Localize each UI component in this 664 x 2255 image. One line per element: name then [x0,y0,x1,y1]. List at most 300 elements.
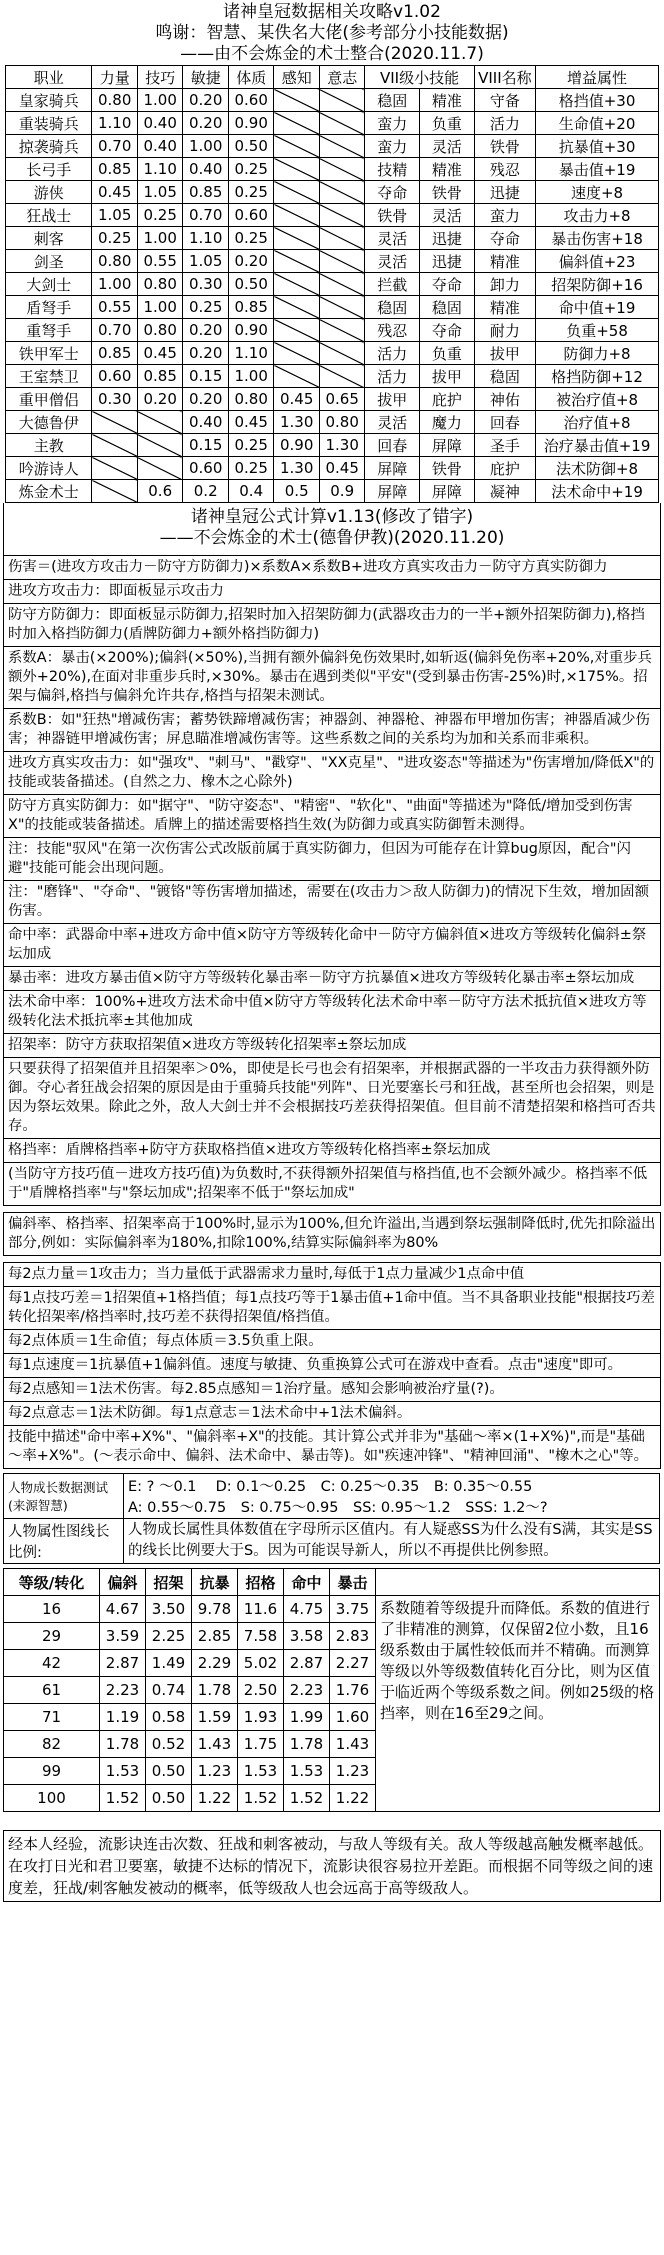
coef-cell: 2.83 [330,1623,376,1650]
job-cell: 回春 [474,411,535,434]
job-name: 重弩手 [6,319,92,342]
job-cell: 被治疗值+8 [536,388,659,411]
formula-section: 每1点技巧差＝1招架值+1格挡值；每1点技巧等于1暴击值+1命中值。当不具备职业技能"根据技巧差转化招架率/格挡率时,技巧差不获得招架值/格挡值。 [3,1287,661,1330]
job-cell: 灵活 [420,135,475,158]
coef-cell: 1.43 [192,1731,238,1758]
conversion-col-header: 抗暴 [192,1569,238,1596]
page-title: 诸神皇冠数据相关攻略v1.02 [223,2,441,22]
job-cell: 精准 [474,250,535,273]
job-cell: 0.85 [183,181,229,204]
job-cell: 0.4 [228,480,274,503]
job-cell: 负重 [420,342,475,365]
job-cell: 0.60 [92,365,138,388]
job-cell: 抗暴值+30 [536,135,659,158]
job-col-header: 敏捷 [183,66,229,89]
coef-cell: 1.23 [192,1758,238,1785]
empty-cell [319,296,365,319]
job-name: 主教 [6,434,92,457]
job-cell: 守备 [474,89,535,112]
growth-table [3,1473,660,1564]
job-cell: 1.00 [92,273,138,296]
coef-cell: 4.67 [100,1596,146,1623]
job-cell: 1.05 [137,181,183,204]
job-row [6,112,659,135]
job-cell: 0.80 [137,273,183,296]
job-cell: 1.00 [228,365,274,388]
job-table [5,65,659,503]
job-name: 掠袭骑兵 [6,135,92,158]
conversion-col-header: 偏斜 [100,1569,146,1596]
thanks-line: 鸣谢：智慧、某佚名大佬(参考部分小技能数据) [155,23,509,43]
coef-cell: 0.52 [146,1731,192,1758]
job-cell: 招架防御+16 [536,273,659,296]
job-name: 刺客 [6,227,92,250]
job-cell: 精准 [420,89,475,112]
job-cell: 活力 [474,112,535,135]
chart-label: 人物属性图线长比例: [4,1519,124,1564]
job-cell: 0.20 [183,319,229,342]
job-cell: 0.45 [228,411,274,434]
job-row [6,296,659,319]
empty-cell [274,250,320,273]
job-cell: 0.85 [92,158,138,181]
empty-cell [274,273,320,296]
level-cell: 99 [4,1758,100,1785]
empty-cell [137,457,183,480]
job-cell: 1.10 [137,158,183,181]
job-cell: 蛮力 [474,204,535,227]
coef-cell: 0.58 [146,1704,192,1731]
conversion-note-header [376,1569,660,1596]
job-row [6,227,659,250]
coef-cell: 1.78 [192,1677,238,1704]
grade-ranges [124,1474,660,1519]
footer-note: 经本人经验，流影诀连击次数、狂战和刺客被动，与敌人等级有关。敌人等级越高触发概率越低。在攻打日光和君卫要塞，敏捷不达标的情况下，流影诀很容易拉开差距。而根据不同等级之间的速度差，狂战/刺客触发被动的概率，低等级敌人也会远高于高等级敌人。 [3,1830,661,1902]
formula-section: 注："磨锋"、"夺命"、"镀铬"等伤害增加描述，需要在(攻击力＞敌人防御力)的情况下生效，增加固额伤害。 [3,881,661,924]
job-row [6,480,659,503]
job-cell: 稳固 [365,296,420,319]
job-row [6,273,659,296]
job-cell: 0.15 [183,434,229,457]
formula-section: 系数B：如"狂热"增减伤害；蓄势铁蹄增减伤害；神器剑、神器枪、神器布甲增加伤害；神器盾减少伤害；神器链甲增减伤害；屏息瞄准增减伤害等。这些系数之间的关系均为加和关系而非乘积。 [3,709,661,752]
level-cell: 71 [4,1704,100,1731]
job-cell: 暴击值+19 [536,158,659,181]
coef-cell: 2.87 [284,1650,330,1677]
empty-cell [92,411,138,434]
job-cell: 夺命 [365,181,420,204]
empty-cell [319,273,365,296]
job-row [6,181,659,204]
job-cell: 灵活 [365,250,420,273]
job-cell: 0.60 [183,457,229,480]
empty-cell [319,342,365,365]
coef-cell: 1.53 [284,1758,330,1785]
conversion-col-header: 命中 [284,1569,330,1596]
coef-cell: 1.23 [330,1758,376,1785]
job-cell: 拔甲 [420,365,475,388]
job-cell: 技精 [365,158,420,181]
formula-section: 每2点体质＝1生命值；每点体质＝3.5负重上限。 [3,1330,661,1354]
job-cell: 1.00 [137,296,183,319]
job-cell: 迅捷 [420,250,475,273]
job-cell: 0.45 [274,388,320,411]
job-cell: 0.80 [92,89,138,112]
empty-cell [274,89,320,112]
coef-cell: 2.23 [100,1677,146,1704]
job-cell: 负重+58 [536,319,659,342]
job-cell: 拔甲 [474,342,535,365]
job-name: 重甲僧侣 [6,388,92,411]
job-cell: 庇护 [474,457,535,480]
job-cell: 屏障 [420,480,475,503]
job-row [6,204,659,227]
job-cell: 庇护 [420,388,475,411]
job-cell: 0.25 [228,158,274,181]
job-cell: 0.2 [183,480,229,503]
job-cell: 铁骨 [365,204,420,227]
job-cell: 0.90 [228,112,274,135]
empty-cell [274,227,320,250]
formula-section: 每1点速度＝1抗暴值+1偏斜值。速度与敏捷、负重换算公式可在游戏中查看。点击"速度"即可。 [3,1354,661,1378]
job-cell: 0.90 [274,434,320,457]
conversion-col-header: 招格 [238,1569,284,1596]
job-cell: 残忍 [365,319,420,342]
empty-cell [274,181,320,204]
job-cell: 0.70 [92,319,138,342]
job-cell: 0.85 [228,296,274,319]
job-cell: 0.5 [274,480,320,503]
job-row [6,365,659,388]
job-cell: 攻击力+8 [536,204,659,227]
coef-cell: 3.75 [330,1596,376,1623]
formula-title: 诸神皇冠公式计算v1.13(修改了错字) [190,507,474,527]
job-cell: 迅捷 [420,227,475,250]
job-name: 盾弩手 [6,296,92,319]
job-col-header: 体质 [228,66,274,89]
empty-cell [137,434,183,457]
job-cell: 稳固 [474,365,535,388]
job-cell: 迅捷 [474,181,535,204]
job-cell: 活力 [365,342,420,365]
job-cell: 0.50 [228,135,274,158]
coef-cell: 9.78 [192,1596,238,1623]
job-cell: 速度+8 [536,181,659,204]
job-cell: 1.30 [274,411,320,434]
formula-section: 防守方真实防御力：如"据守"、"防守姿态"、"精密"、"软化"、"曲面"等描述为"降低/增加受到伤害X"的技能或装备描述。盾牌上的描述需要格挡生效(为防御力或真实防御暂未测得。 [3,795,661,838]
chart-text: 人物成长属性具体数值在字母所示区值内。有人疑惑SS为什么没有S满，其实是SS的线长比例要大于S。因为可能误导新人，所以不再提供比例参照。 [124,1519,660,1564]
conversion-note: 系数随着等级提升而降低。系数的值进行了非精准的测算，仅保留2位小数，且16级系数由于属性较低而并不精确。而测算等级以外等级数值转化百分比，则为区值于临近两个等级系数之间。例如25级的格挡率，则在16至29之间。 [376,1596,660,1812]
formula-section: 每2点力量＝1攻击力；当力量低于武器需求力量时,每低于1点力量减少1点命中值 [3,1262,661,1287]
grade-line-1: E: ? ～0.1 D: 0.1～0.25 C: 0.25～0.35 B: 0.35～0.55 [128,1479,533,1495]
conversion-header [4,1569,660,1596]
formula-section: 技能中描述"命中率+X%"、"偏斜率+X"的技能。其计算公式并非为"基础～率×(1+X%)",而是"基础～率+X%"。(～表示命中、偏斜、法术命中、暴击等)。如"疾速冲锋"、"精神回涌"、"橡木之心"等。 [3,1426,661,1469]
job-col-header: 感知 [274,66,320,89]
coef-cell: 1.19 [100,1704,146,1731]
job-name: 长弓手 [6,158,92,181]
job-cell: 灵活 [365,227,420,250]
job-name: 重装骑兵 [6,112,92,135]
job-row [6,434,659,457]
job-cell: 0.70 [92,135,138,158]
empty-cell [319,181,365,204]
job-cell: 0.30 [92,388,138,411]
coef-cell: 1.52 [284,1785,330,1812]
job-cell: 0.40 [137,135,183,158]
formula-section: 偏斜率、格挡率、招架率高于100%时,显示为100%,但允许溢出,当遇到祭坛强制降低时,优先扣除溢出部分,例如：实际偏斜率为180%,扣除100%,结算实际偏斜率为80% [3,1212,661,1256]
empty-cell [92,457,138,480]
job-col-header: 职业 [6,66,92,89]
job-name: 吟游诗人 [6,457,92,480]
job-cell: 0.25 [228,181,274,204]
job-name: 剑圣 [6,250,92,273]
job-cell: 0.9 [319,480,365,503]
job-cell: 神佑 [474,388,535,411]
job-cell: 1.05 [92,204,138,227]
coef-cell: 1.99 [284,1704,330,1731]
coef-cell: 1.22 [192,1785,238,1812]
job-cell: 稳固 [420,296,475,319]
job-cell: 1.10 [183,227,229,250]
job-cell: 夺命 [420,273,475,296]
conversion-col-header: 招架 [146,1569,192,1596]
job-cell: 0.40 [137,112,183,135]
job-cell: 残忍 [474,158,535,181]
coef-cell: 0.50 [146,1785,192,1812]
empty-cell [319,365,365,388]
job-row [6,158,659,181]
coef-cell: 3.50 [146,1596,192,1623]
job-cell: 铁骨 [420,181,475,204]
job-cell: 1.05 [183,250,229,273]
header [3,0,661,65]
job-cell: 灵活 [365,411,420,434]
level-cell: 61 [4,1677,100,1704]
page [3,0,661,1902]
coef-cell: 0.74 [146,1677,192,1704]
job-cell: 0.15 [183,365,229,388]
author-line: ——由不会炼金的术士整合(2020.11.7) [180,44,484,64]
coef-cell: 5.02 [238,1650,284,1677]
job-cell: 0.25 [228,434,274,457]
job-cell: 1.00 [183,135,229,158]
formula-section: 每2点感知＝1法术伤害。每2.85点感知＝1治疗量。感知会影响被治疗量(?)。 [3,1378,661,1402]
job-cell: 0.60 [228,89,274,112]
job-cell: 0.90 [228,319,274,342]
empty-cell [274,365,320,388]
job-cell: 活力 [365,365,420,388]
job-name: 狂战士 [6,204,92,227]
empty-cell [274,112,320,135]
job-cell: 屏障 [420,434,475,457]
job-row [6,89,659,112]
job-cell: 0.20 [183,342,229,365]
formula-section: 进攻方真实攻击力：如"强攻"、"刺马"、"戳穿"、"XX克星"、"进攻姿态"等描述为"伤害增加/降低X"的技能或装备描述。(自然之力、橡木之心除外) [3,752,661,795]
job-cell: 0.20 [228,250,274,273]
empty-cell [319,112,365,135]
job-cell: 0.25 [228,457,274,480]
coef-cell: 1.52 [238,1785,284,1812]
coef-cell: 1.75 [238,1731,284,1758]
empty-cell [274,342,320,365]
job-cell: 0.20 [183,388,229,411]
empty-cell [92,434,138,457]
coef-cell: 1.76 [330,1677,376,1704]
job-name: 大剑士 [6,273,92,296]
job-cell: 0.85 [92,342,138,365]
formula-section: 法术命中率：100%+进攻方法术命中值×防守方等级转化法术命中率－防守方法术抵抗值×进攻方等级转化法术抵抗率±其他加成 [3,991,661,1034]
job-col-header: 技巧 [137,66,183,89]
job-cell: 回春 [365,434,420,457]
empty-cell [274,204,320,227]
empty-cell [319,204,365,227]
job-cell: 0.25 [228,227,274,250]
job-cell: 拔甲 [365,388,420,411]
job-cell: 1.00 [137,227,183,250]
empty-cell [274,319,320,342]
level-cell: 82 [4,1731,100,1758]
coef-cell: 2.23 [284,1677,330,1704]
job-name: 铁甲军士 [6,342,92,365]
coef-cell: 1.53 [100,1758,146,1785]
formula-section: 只要获得了招架值并且招架率＞0%，即使是长弓也会有招架率，并根据武器的一半攻击力获得额外防御。夺心者狂战会招架的原因是由于重骑兵技能"列阵"、日光要塞长弓和狂战，甚至所也会招架，则是因为祭坛效果。除此之外，敌人大剑士并不会根据技巧差获得招架值。但目前不清楚招架和格挡可否共存。 [3,1058,661,1139]
coef-cell: 1.78 [284,1731,330,1758]
job-cell: 0.45 [137,342,183,365]
formula-section: 格挡率：盾牌格挡率+防守方获取格挡值×进攻方等级转化格挡率±祭坛加成 [3,1139,661,1163]
formula-section: 注：技能"驭风"在第一次伤害公式改版前属于真实防御力，但因为可能存在计算bug原因，配合"闪避"技能可能会出现问题。 [3,838,661,881]
grade-label: 人物成长数据测试(来源智慧) [4,1474,124,1519]
job-cell: 偏斜值+23 [536,250,659,273]
empty-cell [319,319,365,342]
job-cell: 防御力+8 [536,342,659,365]
job-cell: 1.00 [137,89,183,112]
empty-cell [319,89,365,112]
job-cell: 0.20 [137,388,183,411]
job-cell: 负重 [420,112,475,135]
coef-cell: 2.27 [330,1650,376,1677]
formula-section: 命中率：武器命中率+进攻方命中值×防守方等级转化命中－防守方偏斜值×进攻方等级转化偏斜±祭坛加成 [3,924,661,967]
coef-cell: 1.78 [100,1731,146,1758]
coef-cell: 1.22 [330,1785,376,1812]
coef-cell: 2.29 [192,1650,238,1677]
coef-cell: 1.49 [146,1650,192,1677]
job-cell: 0.70 [183,204,229,227]
level-cell: 100 [4,1785,100,1812]
job-cell: 1.10 [228,342,274,365]
job-cell: 0.20 [183,112,229,135]
job-cell: 生命值+20 [536,112,659,135]
job-cell: 0.80 [92,250,138,273]
job-cell: 凝神 [474,480,535,503]
job-cell: 0.80 [228,388,274,411]
job-cell: 1.30 [274,457,320,480]
job-cell: 蛮力 [365,135,420,158]
job-row [6,388,659,411]
job-cell: 0.45 [319,457,365,480]
job-col-header: 意志 [319,66,365,89]
job-row [6,342,659,365]
coef-cell: 2.85 [192,1623,238,1650]
conversion-col-header: 等级/转化 [4,1569,100,1596]
empty-cell [319,135,365,158]
job-cell: 格挡值+30 [536,89,659,112]
coef-cell: 4.75 [284,1596,330,1623]
job-col-header: 力量 [92,66,138,89]
job-col-header: VIII名称 [474,66,535,89]
job-cell: 0.80 [319,411,365,434]
job-cell: 夺命 [420,319,475,342]
coef-cell: 1.59 [192,1704,238,1731]
job-cell: 灵活 [420,204,475,227]
conversion-table [3,1568,660,1812]
coef-cell: 2.25 [146,1623,192,1650]
level-cell: 42 [4,1650,100,1677]
empty-cell [319,158,365,181]
job-cell: 圣手 [474,434,535,457]
coef-cell: 1.53 [238,1758,284,1785]
empty-cell [319,227,365,250]
job-cell: 铁骨 [420,457,475,480]
job-cell: 暴击伤害+18 [536,227,659,250]
job-cell: 屏障 [365,480,420,503]
job-cell: 稳固 [365,89,420,112]
job-cell: 0.40 [183,411,229,434]
job-cell: 0.25 [137,204,183,227]
grade-line-2: A: 0.55～0.75 S: 0.75～0.95 SS: 0.95～1.2 SSS: 1.2～? [128,1500,548,1516]
job-col-header: VII级小技能 [365,66,474,89]
job-cell: 命中值+19 [536,296,659,319]
formula-section: (当防守方技巧值－进攻方技巧值)为负数时,不获得额外招架值与格挡值,也不会额外减少。格挡率不低于"盾牌格挡率"与"祭坛加成";招架率不低于"祭坛加成" [3,1163,661,1206]
job-row [6,319,659,342]
job-name: 游侠 [6,181,92,204]
job-cell: 耐力 [474,319,535,342]
job-cell: 0.45 [92,181,138,204]
job-cell: 铁骨 [474,135,535,158]
job-cell: 精准 [420,158,475,181]
formula-section: 防守方防御力：即面板显示防御力,招架时加入招架防御力(武器攻击力的一半+额外招架防御力),格挡时加入格挡防御力(盾牌防御力+额外格挡防御力) [3,604,661,647]
formula-sections [3,555,661,1469]
job-cell: 卸力 [474,273,535,296]
formula-section: 招架率：防守方获取招架值×进攻方等级转化招架率±祭坛加成 [3,1034,661,1058]
coef-cell: 2.50 [238,1677,284,1704]
coef-cell: 2.87 [100,1650,146,1677]
formula-section: 伤害＝(进攻方攻击力－防守方防御力)×系数A×系数B+进攻方真实攻击力－防守方真实防御力 [3,555,661,580]
coef-cell: 3.58 [284,1623,330,1650]
job-table-header [6,66,659,89]
coef-cell: 1.43 [330,1731,376,1758]
empty-cell [319,250,365,273]
level-cell: 29 [4,1623,100,1650]
job-row [6,457,659,480]
job-col-header: 增益属性 [536,66,659,89]
job-cell: 拦截 [365,273,420,296]
job-name: 王室禁卫 [6,365,92,388]
coef-cell: 11.6 [238,1596,284,1623]
formula-section: 系数A：暴击(×200%);偏斜(×50%),当拥有额外偏斜免伤效果时,如斩返(偏斜免伤率+20%,对重步兵额外+20%),在面对非重步兵时,×30%。暴击在遇到类似"平安"(受到暴击伤害-25%)时,×175%。招架与偏斜,格挡与偏斜允许共存,格挡与招架未测试。 [3,647,661,709]
job-cell: 0.85 [137,365,183,388]
formula-section: 进攻方攻击力：即面板显示攻击力 [3,580,661,604]
job-cell: 法术命中+19 [536,480,659,503]
empty-cell [92,480,138,503]
formula-section: 暴击率：进攻方暴击值×防守方等级转化暴击率－防守方抗暴值×进攻方等级转化暴击率±祭坛加成 [3,967,661,991]
formula-author: ——不会炼金的术士(德鲁伊教)(2020.11.20) [159,528,505,548]
coef-cell: 0.50 [146,1758,192,1785]
job-cell: 0.55 [137,250,183,273]
empty-cell [274,135,320,158]
conversion-row [4,1596,660,1623]
job-cell: 魔力 [420,411,475,434]
job-cell: 法术防御+8 [536,457,659,480]
job-cell: 1.30 [319,434,365,457]
